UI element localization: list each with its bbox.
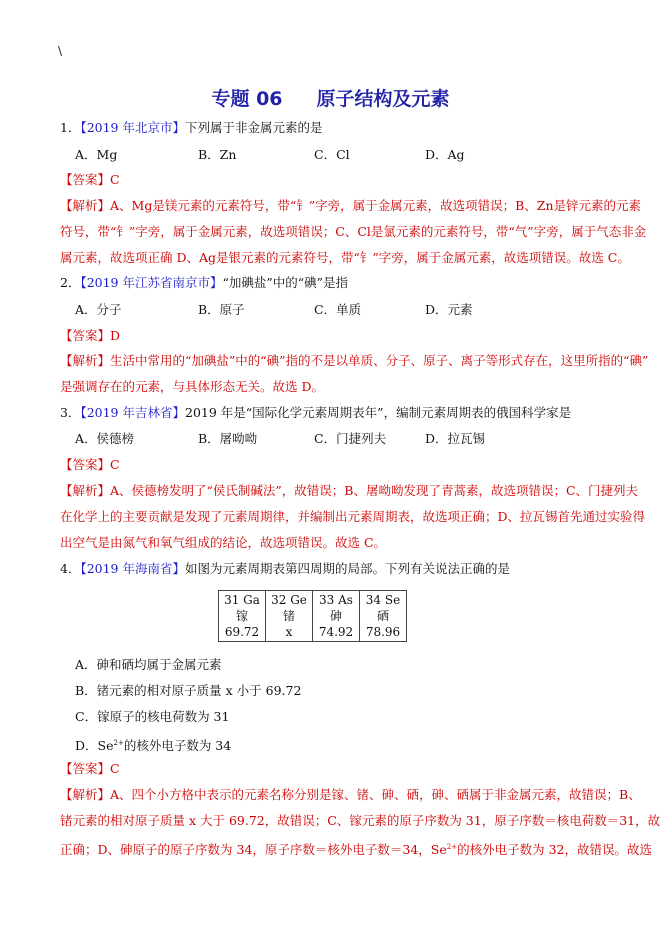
option-a: A．砷和硒均属于金属元素 (75, 657, 222, 672)
analysis-line: 【解析】A、四个小方格中表示的元素名称分别是镓、锗、砷、硒，砷、硒属于非金属元素，故错误；B、 (60, 787, 641, 802)
page-title (0, 84, 661, 111)
answer: 【答案】C (60, 761, 120, 776)
option-b: B．锗元素的相对原子质量 x 小于 69.72 (75, 683, 302, 698)
option-a: A．侯德榜 (75, 431, 135, 446)
analysis-line: 是强调存在的元素，与具体形态无关。故选 D。 (60, 379, 324, 394)
analysis-line: 属元素，故选项正确 D、Ag是银元素的元素符号，带“钅”字旁，属于金属元素，故选项错误。故选 C。 (60, 250, 630, 265)
analysis-line: 锗元素的相对原子质量 x 大于 69.72，故错误；C、镓元素的原子序数为 31，原子序数＝核电荷数＝31，故 (60, 813, 661, 828)
analysis-line: 在化学上的主要贡献是发现了元素周期律，并编制出元素周期表，故选项正确；D、拉瓦锡首先通过实验得 (60, 509, 646, 524)
question-source: 【2019 年吉林省】 (80, 405, 185, 420)
analysis-line: 出空气是由氮气和氧气组成的结论，故选项错误。故选 C。 (60, 535, 387, 550)
question-2: 2．【2019 年江苏省南京市】“加碘盐”中的“碘”是指 (60, 275, 349, 290)
element-cell: 34 Se 硒 78.96 (360, 591, 407, 642)
element-cell: 33 As 砷 74.92 (313, 591, 360, 642)
option-d: D．元素 (425, 302, 473, 317)
option-a: A．Mg (75, 147, 118, 162)
title-name: 原子结构及元素 (316, 88, 450, 110)
option-d: D．$Se^{2+}$的核外电子数为 34 (75, 738, 232, 754)
option-c: C．门捷列夫 (314, 431, 387, 446)
option-c: C．Cl (314, 147, 350, 162)
option-d: D．拉瓦锡 (425, 431, 486, 446)
title-number: 专题 06 (211, 88, 283, 110)
option-c: C．镓原子的核电荷数为 31 (75, 709, 230, 724)
option-b: B．Zn (198, 147, 237, 162)
analysis-line: 【解析】生活中常用的“加碘盐”中的“碘”指的不是以单质、分子、原子、离子等形式存在，这里所指的“碘” (60, 353, 649, 368)
analysis-line: 【解析】A、Mg是镁元素的元素符号，带“钅”字旁，属于金属元素，故选项错误；B、Zn是锌元素的元素 (60, 198, 642, 213)
question-3: 3．【2019 年吉林省】2019 年是“国际化学元素周期表年”，编制元素周期表的俄国科学家是 (60, 405, 572, 420)
answer: 【答案】C (60, 457, 120, 472)
periodic-table-excerpt (218, 590, 407, 642)
analysis-line: 【解析】A、侯德榜发明了“侯氏制碱法”，故错误；B、屠呦呦发现了青蒿素，故选项错误；C、门捷列夫 (60, 483, 639, 498)
analysis-line: 正确；D、砷原子的原子序数为 34，原子序数＝核外电子数＝34，$Se^{2+}$的核外电子数为 32，故错误。故选 (60, 842, 652, 858)
question-source: 【2019 年江苏省南京市】 (80, 275, 223, 290)
question-source: 【2019 年海南省】 (80, 561, 185, 576)
answer: 【答案】C (60, 172, 120, 187)
option-b: B．屠呦呦 (198, 431, 258, 446)
question-1: 1．【2019 年北京市】下列属于非金属元素的是 (60, 120, 323, 135)
option-c: C．单质 (314, 302, 362, 317)
option-a: A．分子 (75, 302, 122, 317)
option-d: D．Ag (425, 147, 465, 162)
element-cell: 32 Ge 锗 x (266, 591, 313, 642)
question-4: 4．【2019 年海南省】如图为元素周期表第四周期的局部。下列有关说法正确的是 (60, 561, 511, 576)
analysis-line: 符号，带“钅”字旁，属于金属元素，故选项错误；C、Cl是氯元素的元素符号，带“气”字旁，属于气态非金 (60, 224, 647, 239)
stray-backslash: \ (58, 44, 63, 58)
option-b: B．原子 (198, 302, 245, 317)
question-source: 【2019 年北京市】 (80, 120, 185, 135)
element-cell: 31 Ga 镓 69.72 (219, 591, 266, 642)
answer: 【答案】D (60, 328, 121, 343)
